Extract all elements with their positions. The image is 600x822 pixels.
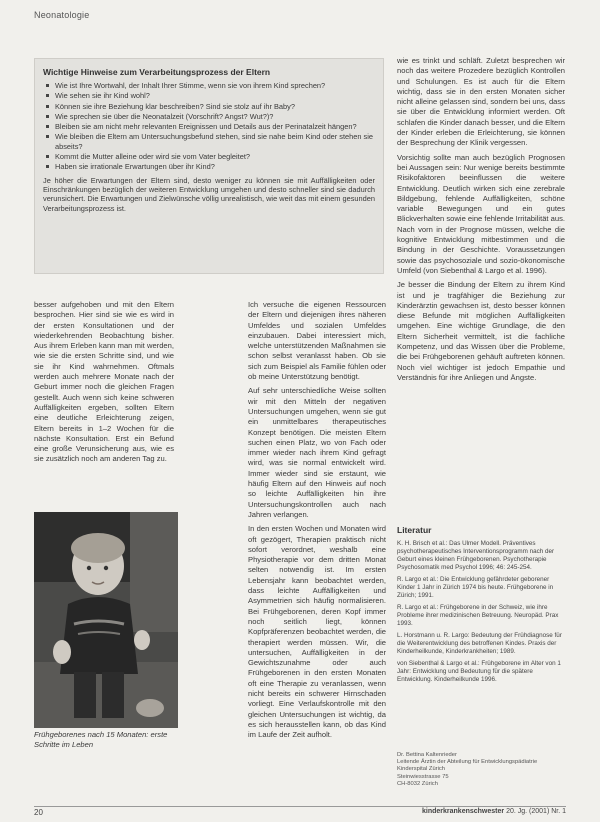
contact-line: Kinderspital Zürich [397, 766, 446, 773]
body-paragraph: besser aufgehoben und mit den Eltern besprochen. Hier sind sie wie es wird in der ersten Konsultationen und der wiederkehrenden Beobachtung bisher. Aus ihrem Erleben kann man mit werden, wie sie die ersten Schritte sind, und wie sie ihr Kind wahrnehmen. Oftmals werden auch mehrere Monate nach der Geburt immer noch die gleichen Fragen gestellt. Auch wenn sich keine schweren Auffälligkeiten ergeben, sollten Eltern eine deutliche Erleichterung zeigen, Eltern bereits in 1–2 Wochen für die nächste Konsultation. Erst ein Befund eine große Verunsicherung aus, wie es sie zusätzlich noch am anderen Tag zu. [34, 300, 174, 464]
contact-line: CH-8032 Zürich [397, 780, 438, 787]
contact-line: Dr. Bettina Kaltenrieder [397, 752, 457, 758]
info-box [34, 58, 384, 274]
literature-entry: R. Largo et al.: Die Entwicklung gefährdeter geborener Kinder 1 Jahr in Zürich 1974 bis heute. Frühgeborene in Zürich; 1991. [397, 576, 554, 599]
body-paragraph: In den ersten Wochen und Monaten wird oft gezögert, Therapien praktisch nicht sofort verordnet, weshalb eine Physiotherapie vor dem dritten Monat selten notwendig ist. Im ersten Lebensjahr kann beobachtet werden, dass leichte Auffälligkeiten und Asymmetrien sich häufig normalisieren. Bei Frühgeborenen, deren Kopf immer noch seitlich liegt, können Kopfpräferenzen beobachtet werden, die therapiert werden müssen. Wir, die untersuchen, Auffälligkeiten in der Gewichtszunahme oder auch Frühgeborenen in den ersten Monaten oft eine Therapie zu veranlassen, wenn nicht bereits ein schwerer Hirnschaden vorliegt. Eine Verlaufskontrolle mit den gleichen Untersuchungen ist wichtig, da es sich herausstellen kann, ob das Kind im Laufe der Zeit aufholt. [248, 524, 386, 740]
body-paragraph: Je besser die Bindung der Eltern zu ihrem Kind ist und je tragfähiger die Beziehung zur Kinderärztin gewachsen ist, desto besser können diese Befunde mit möglichen Auffälligkeiten umgehen. Eine wichtige Grundlage, die den Eltern Sicherheit vermittelt, ist die fachliche Kompetenz, und das Wissen über die Probleme, die bei Frühgeborenen gehäuft auftreten können. Noch viel wichtiger ist jedoch Empathie und Verständnis für ihre Anliegen und Ängste. [397, 280, 565, 382]
info-box-item: Haben sie irrationale Erwartungen über ihr Kind? [55, 162, 375, 171]
footer-rule [34, 806, 566, 807]
body-paragraph: Ich versuche die eigenen Ressourcen der Eltern und diejenigen ihres näheren Umfeldes und sozialen Umfeldes einzubauen. Dabei interessiert mich, welche unterstützenden Maßnahmen sie schon selbst veranlasst haben. Ob sie sich zum Beispiel als Familie fühlen oder ob meine Unterstützung benötigt. [248, 300, 386, 382]
info-box-item: Bleiben sie am nicht mehr relevanten Ereignissen und Details aus der Perinatalzeit hängen? [55, 122, 375, 131]
journal-name: kinderkrankenschwester [422, 808, 505, 815]
info-box-item: Wie sprechen sie über die Neonatalzeit (Vorschrift? Angst? Wut?)? [55, 112, 375, 121]
literature-entry: R. Largo et al.: Frühgeborene in der Schweiz, wie ihre Probleme ihrer medizinischen Betreuung. Neuropäd. Prax 1993. [397, 604, 559, 627]
author-contact [397, 752, 565, 788]
journal-issue: 20. Jg. (2001) Nr. 1 [506, 808, 566, 815]
section-label: Neonatologie [34, 10, 90, 20]
page-number: 20 [34, 808, 43, 817]
literature-entry: K. H. Brisch et al.: Das Ulmer Modell. Präventives psychotherapeutisches Interventionsprogramm nach der Geburt eines kleinen Frühgeborenen. Psychotherapie Psychosomatik med Psychol 1996; 46: 245-254. [397, 540, 555, 571]
body-paragraph: wie es trinkt und schläft. Zuletzt besprechen wir noch das weitere Prozedere bezüglich Kontrollen und Schulungen. Es ist auch für die Eltern wichtig, dass sie in den ersten Monaten sicher nicht alleine gelassen sind, sondern bei uns, dass sie über die Entwicklung informiert werden. Oft schlafen die Kinder danach besser, und die Eltern der Kinder erleben die Erleichterung, sie können der Besprechung der Klinik vergessen. [397, 56, 565, 148]
photo-caption: Frühgeborenes nach 15 Monaten: erste Schritte im Leben [34, 730, 168, 749]
column-middle [248, 300, 386, 744]
body-paragraph: Auf sehr unterschiedliche Weise sollten wir mit den Mitteln der negativen Untersuchungen umgehen, wenn sie gut ein unmittelbares therapeutisches Konzept benötigen. Die meisten Eltern suchen einen Platz, wo von Fach oder immer wieder nach ihrem Kind gefragt wird, was sie normal entwickelt wird. Immer wieder sind sie erstaunt, wie häufig Eltern auf den Hinweis auf noch so leichte Auffälligkeiten hin ihre Untersuchungskontrollen auch nach Jahren verlangen. [248, 386, 386, 519]
info-box-paragraph: Je höher die Erwartungen der Eltern sind, desto weniger zu können sie mit Auffälligkeiten oder Einschränkungen bezüglich der weiteren Entwicklung umgehen und desto schneller sind sie dadurch verunsichert. Die Erwartungen und Zielwünsche völlig unrealistisch, wie weit das mit einem gesunden Verarbeitungsprozess ist. [43, 175, 375, 213]
journal-footer [422, 808, 566, 815]
literature-list [397, 540, 565, 688]
child-photo-illustration [34, 512, 178, 728]
literature-entry: von Siebenthal & Largo et al.: Frühgeborene im Alter von 1 Jahr: Entwicklung und Bedeutung für die spätere Entwicklung. Kinderheilkunde 1996. [397, 660, 561, 683]
contact-line: Leitende Ärztin der Abteilung für Entwicklungspädiatrie [397, 759, 538, 766]
body-paragraph: Vorsichtig sollte man auch bezüglich Prognosen bei Aussagen sein: Nur wenige bereits bestimmte Risikofaktoren beeinflussen die weitere Entwicklung. Deutlich wirken sich eine zerebrale Bildgebung, fehlende Auffälligkeiten, schöne variable Bewegungen und ein gutes Blickverhalten sowie eine fehlende Irritabilität aus. Nach vorn in der Prognose müssen, welche die kognitive Entwicklung mitbestimmen und die Bindung in der Geschichte. Voraussetzungen sowie das psychosoziale und sozio-ökonomische Umfeld (von Siebenthal & Largo et al. 1996). [397, 152, 565, 275]
info-box-item: Können sie ihre Beziehung klar beschreiben? Sind sie stolz auf ihr Baby? [55, 102, 375, 111]
column-left [34, 300, 174, 469]
child-photo [34, 512, 178, 728]
info-box-item: Wie ist Ihre Wortwahl, der Inhalt Ihrer Stimme, wenn sie von ihrem Kind sprechen? [55, 81, 375, 90]
info-box-item: Wie bleiben die Eltern am Untersuchungsbefund stehen, sind sie nahe beim Kind oder stehen sie abseits? [55, 132, 373, 151]
literature-entry: L. Horstmann u. R. Largo: Bedeutung der Frühdiagnose für die Weiterentwicklung des betroffenen Kindes. Praxis der Kinderheilkunde, Kinderkrankheiten; 1989. [397, 632, 562, 655]
literature-heading: Literatur [397, 525, 432, 535]
info-box-list [43, 81, 375, 172]
info-box-title: Wichtige Hinweise zum Verarbeitungsprozess der Eltern [43, 67, 271, 77]
contact-line: Steinwiesstrasse 75 [397, 773, 449, 780]
info-box-item: Kommt die Mutter alleine oder wird sie vom Vater begleitet? [55, 152, 375, 161]
info-box-item: Wie sehen sie ihr Kind wohl? [55, 91, 375, 100]
column-right [397, 56, 565, 387]
